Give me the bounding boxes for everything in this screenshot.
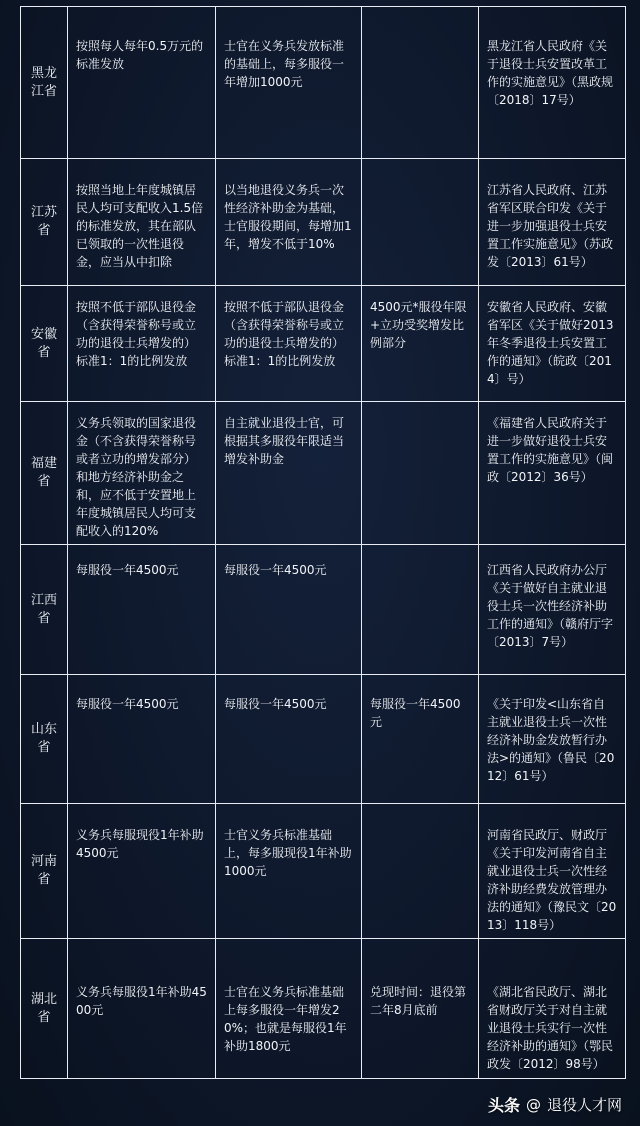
province-cell: 河南省 (21, 804, 68, 939)
conscript-standard-cell: 按照当地上年度城镇居民人均可支配收入1.5倍的标准发放，其在部队已领取的一次性退役金，应当从中扣除 (68, 159, 216, 286)
conscript-standard-cell: 每服役一年4500元 (68, 545, 216, 675)
nco-standard-cell: 士官在义务兵发放标准的基础上，每多服役一年增加1000元 (216, 7, 362, 159)
extra-note-cell: 兑现时间：退役第二年8月底前 (362, 939, 479, 1079)
policy-document-cell: 《关于印发<山东省自主就业退役士兵一次性经济补助金发放暂行办法>的通知》（鲁民〔2012〕61号） (479, 675, 626, 804)
nco-standard-cell: 每服役一年4500元 (216, 675, 362, 804)
extra-note-cell (362, 159, 479, 286)
nco-standard-cell: 每服役一年4500元 (216, 545, 362, 675)
nco-standard-cell: 士官义务兵标准基础上，每多服现役1年补助1000元 (216, 804, 362, 939)
table-row (21, 7, 626, 159)
table-row (21, 804, 626, 939)
nco-standard-cell: 自主就业退役士官，可根据其多服役年限适当增发补助金 (216, 402, 362, 545)
extra-note-cell: 每服役一年4500元 (362, 675, 479, 804)
watermark (488, 1093, 622, 1116)
province-cell: 湖北省 (21, 939, 68, 1079)
policy-document-cell: 黑龙江省人民政府《关于退役士兵安置改革工作的实施意见》（黑政规〔2018〕17号） (479, 7, 626, 159)
conscript-standard-cell: 按照每人每年0.5万元的标准发放 (68, 7, 216, 159)
province-cell: 福建省 (21, 402, 68, 545)
conscript-standard-cell: 按照不低于部队退役金（含获得荣誉称号或立功的退役士兵增发的）标准1：1的比例发放 (68, 286, 216, 402)
province-cell: 江苏省 (21, 159, 68, 286)
extra-note-cell (362, 7, 479, 159)
extra-note-cell (362, 545, 479, 675)
policy-document-cell: 江西省人民政府办公厅《关于做好自主就业退役士兵一次性经济补助工作的通知》（赣府厅字〔2013〕7号） (479, 545, 626, 675)
extra-note-cell (362, 402, 479, 545)
table-row (21, 675, 626, 804)
conscript-standard-cell: 义务兵每服现役1年补助4500元 (68, 804, 216, 939)
conscript-standard-cell: 每服役一年4500元 (68, 675, 216, 804)
conscript-standard-cell: 义务兵每服役1年补助4500元 (68, 939, 216, 1079)
policy-table (20, 6, 626, 1079)
policy-document-cell: 《湖北省民政厅、湖北省财政厅关于对自主就业退役士兵实行一次性经济补助的通知》（鄂民政发〔2012〕98号） (479, 939, 626, 1079)
extra-note-cell: 4500元*服役年限+立功受奖增发比例部分 (362, 286, 479, 402)
conscript-standard-cell: 义务兵领取的国家退役金（不含获得荣誉称号或者立功的增发部分）和地方经济补助金之和，应不低于安置地上年度城镇居民人均可支配收入的120% (68, 402, 216, 545)
policy-document-cell: 江苏省人民政府、江苏省军区联合印发《关于进一步加强退役士兵安置工作实施意见》（苏政发〔2013〕61号） (479, 159, 626, 286)
policy-document-cell: 河南省民政厅、财政厅《关于印发河南省自主就业退役士兵一次性经济补助经费发放管理办法的通知》（豫民文〔2013〕118号） (479, 804, 626, 939)
at-icon: @ (525, 1095, 541, 1114)
table-row (21, 286, 626, 402)
policy-document-cell: 安徽省人民政府、安徽省军区《关于做好2013年冬季退役士兵安置工作的通知》（皖政〔2014〕号） (479, 286, 626, 402)
table-row (21, 939, 626, 1079)
watermark-brand: 头条 (487, 1096, 520, 1115)
table-row (21, 159, 626, 286)
table-row (21, 402, 626, 545)
province-cell: 黑龙江省 (21, 7, 68, 159)
province-cell: 安徽省 (21, 286, 68, 402)
nco-standard-cell: 按照不低于部队退役金（含获得荣誉称号或立功的退役士兵增发的）标准1：1的比例发放 (216, 286, 362, 402)
province-cell: 山东省 (21, 675, 68, 804)
nco-standard-cell: 以当地退役义务兵一次性经济补助金为基础，士官服役期间，每增加1年，增发不低于10% (216, 159, 362, 286)
watermark-account: 退役人才网 (546, 1096, 622, 1114)
nco-standard-cell: 士官在义务兵标准基础上每多服役一年增发20%；也就是每服役1年补助1800元 (216, 939, 362, 1079)
policy-document-cell: 《福建省人民政府关于进一步做好退役士兵安置工作的实施意见》（闽政〔2012〕36号） (479, 402, 626, 545)
extra-note-cell (362, 804, 479, 939)
table-row (21, 545, 626, 675)
province-cell: 江西省 (21, 545, 68, 675)
